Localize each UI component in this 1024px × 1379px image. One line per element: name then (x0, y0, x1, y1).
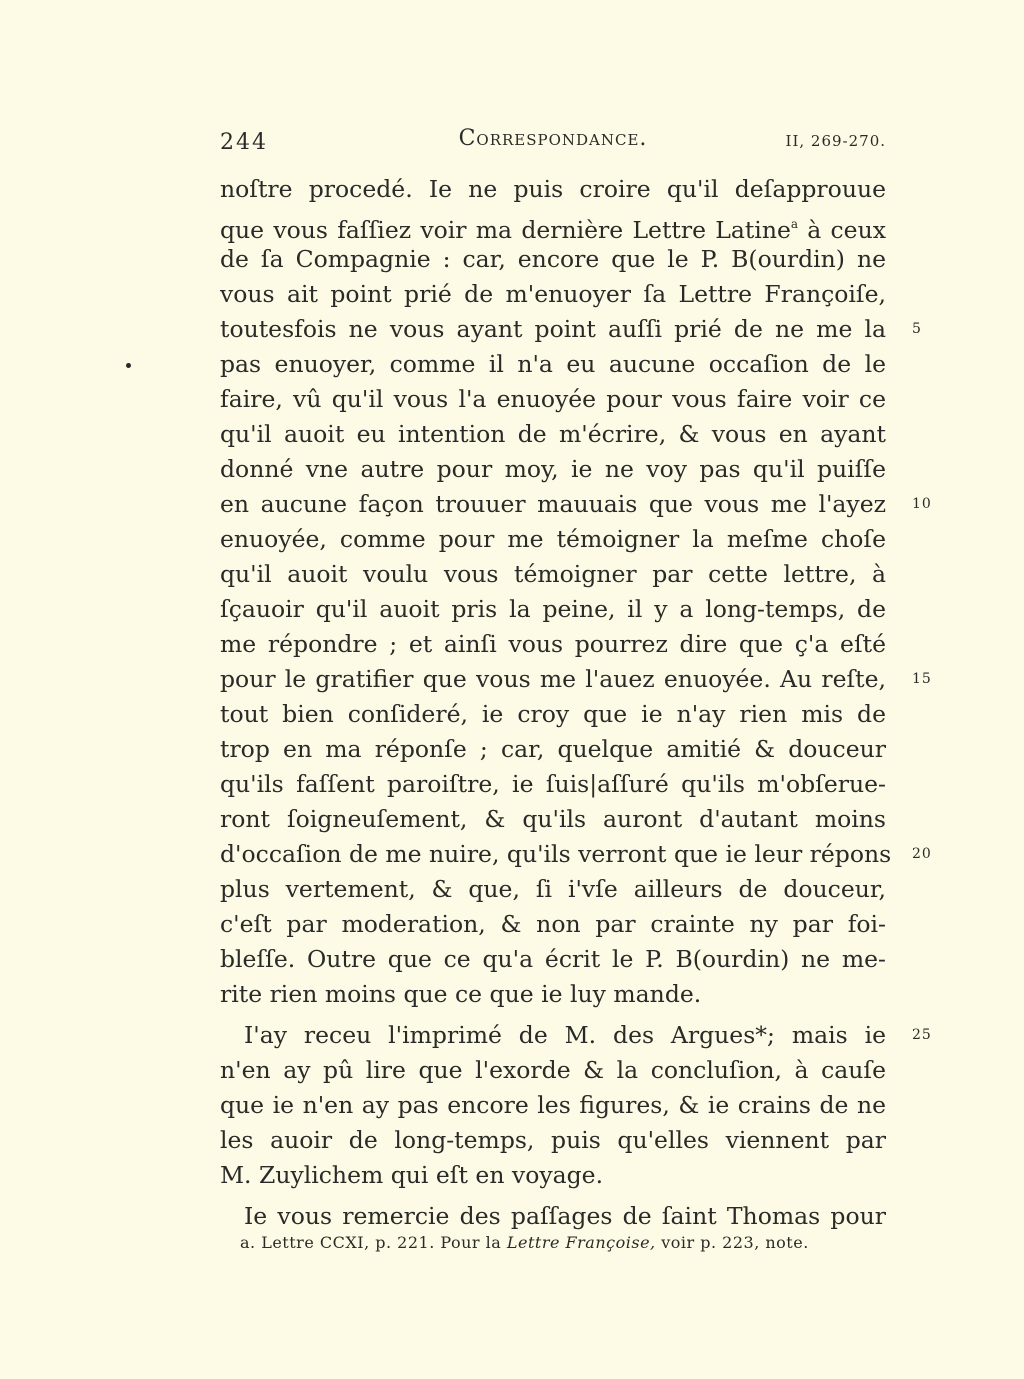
text-line (220, 1018, 932, 1053)
running-header (220, 124, 886, 160)
line-text: les auoir de long-temps, puis qu'elles viennent par (220, 1126, 886, 1154)
running-title: Correspondance. (458, 126, 648, 151)
line-number: 15 (912, 671, 932, 687)
text-line (220, 767, 886, 802)
line-text: M. Zuylichem qui eſt en voyage. (220, 1161, 604, 1189)
line-text: que ie n'en ay pas encore les figures, & ie crains de ne (220, 1091, 886, 1119)
text-line (220, 872, 886, 907)
line-number: 25 (912, 1027, 932, 1043)
line-text: n'en ay pû lire que l'exorde & la concluſion, à cauſe (220, 1056, 886, 1084)
text-line (220, 662, 932, 697)
line-text: noſtre procedé. Ie ne puis croire qu'il deſapprouue (220, 175, 886, 203)
text-line (220, 977, 886, 1012)
footnote-suffix: voir p. 223, note. (655, 1233, 809, 1252)
text-line (220, 627, 886, 662)
text-line (220, 942, 886, 977)
line-text: qu'il auoit voulu vous témoigner par cette lettre, à (220, 560, 886, 588)
line-text: pas enuoyer, comme il n'a eu aucune occaſion de le (220, 350, 886, 378)
text-line (220, 697, 886, 732)
text-line (220, 1053, 886, 1088)
line-text: toutesfois ne vous ayant point auſſi prié de ne me la (220, 315, 886, 343)
line-text: donné vne autre pour moy, ie ne voy pas qu'il puiſſe (220, 455, 886, 483)
page-number: 244 (220, 130, 268, 155)
footnote (240, 1233, 809, 1252)
line-text: vous ait point prié de m'enuoyer ſa Lettre Françoiſe, (220, 280, 886, 308)
text-line (220, 277, 886, 312)
line-text: enuoyée, comme pour me témoigner la meſme choſe (220, 525, 886, 553)
line-text: pour le gratifier que vous me l'auez enuoyée. Au reſte, (220, 665, 886, 693)
line-text-continued: à ceux (798, 216, 886, 244)
line-text: qu'ils faſſent paroiſtre, ie ſuis|aſſuré qu'ils m'obſerue- (220, 770, 886, 798)
line-text: c'eſt par moderation, & non par crainte ny par foi- (220, 910, 886, 938)
line-text: de ſa Compagnie : car, encore que le P. B(ourdin) ne (220, 245, 886, 273)
line-text: Ie vous remercie des paſſages de ſaint Thomas pour (244, 1202, 886, 1230)
text-line (220, 452, 886, 487)
line-text: d'occaſion de me nuire, qu'ils verront que ie leur répons (220, 840, 892, 868)
text-line (220, 172, 886, 207)
line-number: 10 (912, 496, 932, 512)
margin-mark (126, 363, 131, 368)
text-line (220, 732, 886, 767)
line-text: rite rien moins que ce que ie luy mande. (220, 980, 702, 1008)
text-line (220, 1088, 886, 1123)
footnote-marker: a (790, 217, 799, 231)
text-line (220, 907, 886, 942)
text-line (220, 312, 922, 347)
line-text: plus vertement, & que, ſi i'vſe ailleurs de douceur, (220, 875, 886, 903)
text-line (220, 382, 886, 417)
line-text: ront ſoigneuſement, & qu'ils auront d'autant moins (220, 805, 886, 833)
text-line (220, 592, 886, 627)
line-text: en aucune façon trouuer mauuais que vous me l'ayez (220, 490, 886, 518)
footnote-prefix: a. Lettre CCXI, p. 221. Pour la (240, 1233, 507, 1252)
text-line (220, 417, 886, 452)
text-line (220, 207, 886, 242)
line-text: qu'il auoit eu intention de m'écrire, & vous en ayant (220, 420, 886, 448)
footnote-italic: Lettre Françoise, (506, 1233, 656, 1252)
line-text: me répondre ; et ainſi vous pourrez dire que ç'a eſté (220, 630, 886, 658)
line-text: bleſſe. Outre que ce qu'a écrit le P. B(ourdin) ne me- (220, 945, 886, 973)
text-line (220, 347, 886, 382)
line-text: ſçauoir qu'il auoit pris la peine, il y a long-temps, de (220, 595, 886, 623)
text-line (220, 1199, 886, 1234)
line-text: I'ay receu l'imprimé de M. des Argues*; mais ie (244, 1021, 886, 1049)
text-line (220, 802, 886, 837)
text-line (220, 1158, 886, 1193)
text-line (220, 487, 932, 522)
volume-reference: II, 269-270. (785, 132, 886, 150)
line-text: trop en ma réponſe ; car, quelque amitié & douceur (220, 735, 886, 763)
line-text: faire, vû qu'il vous l'a enuoyée pour vous faire voir ce (220, 385, 886, 413)
text-line (220, 1123, 886, 1158)
line-number: 5 (912, 321, 922, 337)
line-number: 20 (912, 846, 932, 862)
line-text: tout bien conſideré, ie croy que ie n'ay rien mis de (220, 700, 886, 728)
text-line (220, 837, 932, 872)
line-text: que vous faſſiez voir ma dernière Lettre Latine (220, 216, 791, 244)
text-line (220, 522, 886, 557)
text-line (220, 242, 886, 277)
letter-body (220, 172, 932, 1234)
text-line (220, 557, 886, 592)
